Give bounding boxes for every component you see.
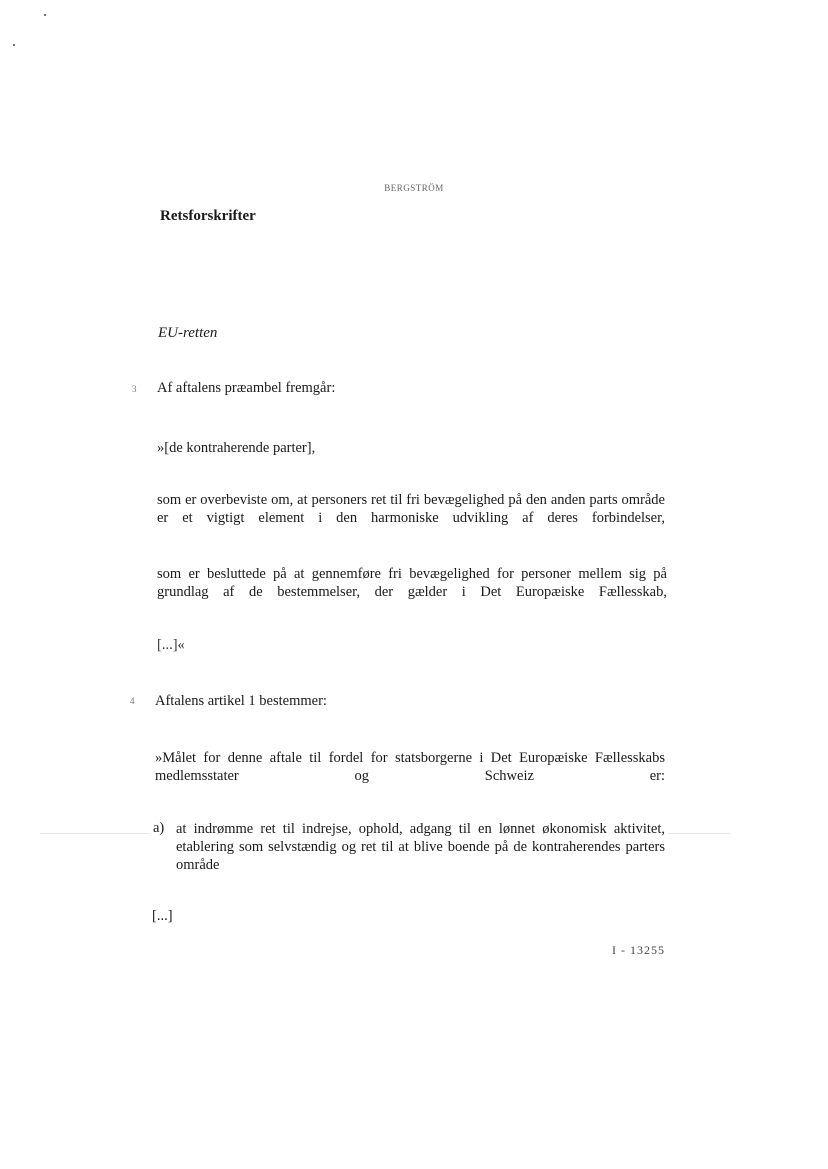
paragraph-text: Af aftalens præambel fremgår: xyxy=(157,380,336,396)
subsection-title: EU-retten xyxy=(158,325,218,341)
recital-text: som er besluttede på at gennemføre fri bevægelighed for personer mellem sig på grundlag af de bestemmelser, der gælder i Det Europæiske Fællesskab, xyxy=(157,566,667,600)
scan-speck xyxy=(44,14,46,16)
paragraph-number: 3 xyxy=(132,384,137,394)
scan-line xyxy=(40,833,150,834)
section-title: Retsforskrifter xyxy=(160,208,256,224)
paragraph-number: 4 xyxy=(130,696,135,706)
quote-intro: »Målet for denne aftale til fordel for statsborgerne i Det Europæiske Fællesskabs medlemsstater og Schweiz er: xyxy=(155,750,665,784)
page-number: I - 13255 xyxy=(612,943,665,957)
quote-closing: [...]« xyxy=(157,637,185,653)
recital-text: som er overbeviste om, at personers ret til fri bevægelighed på den anden parts område er et vigtigt element i den harmoniske udvikling af deres forbindelser, xyxy=(157,492,665,526)
scan-line xyxy=(668,833,730,834)
list-marker: a) xyxy=(153,820,165,836)
paragraph-text: Aftalens artikel 1 bestemmer: xyxy=(155,693,327,709)
quote-opening: »[de kontraherende parter], xyxy=(157,440,316,456)
quote-ellipsis: [...] xyxy=(152,908,173,924)
scan-speck xyxy=(13,44,15,46)
running-header: BERGSTRÖM xyxy=(384,183,444,193)
list-item-text: at indrømme ret til indrejse, ophold, adgang til en lønnet økonomisk aktivitet, etablering som selvstændig og ret til at blive boende på de kontraherendes parters område xyxy=(176,821,665,873)
